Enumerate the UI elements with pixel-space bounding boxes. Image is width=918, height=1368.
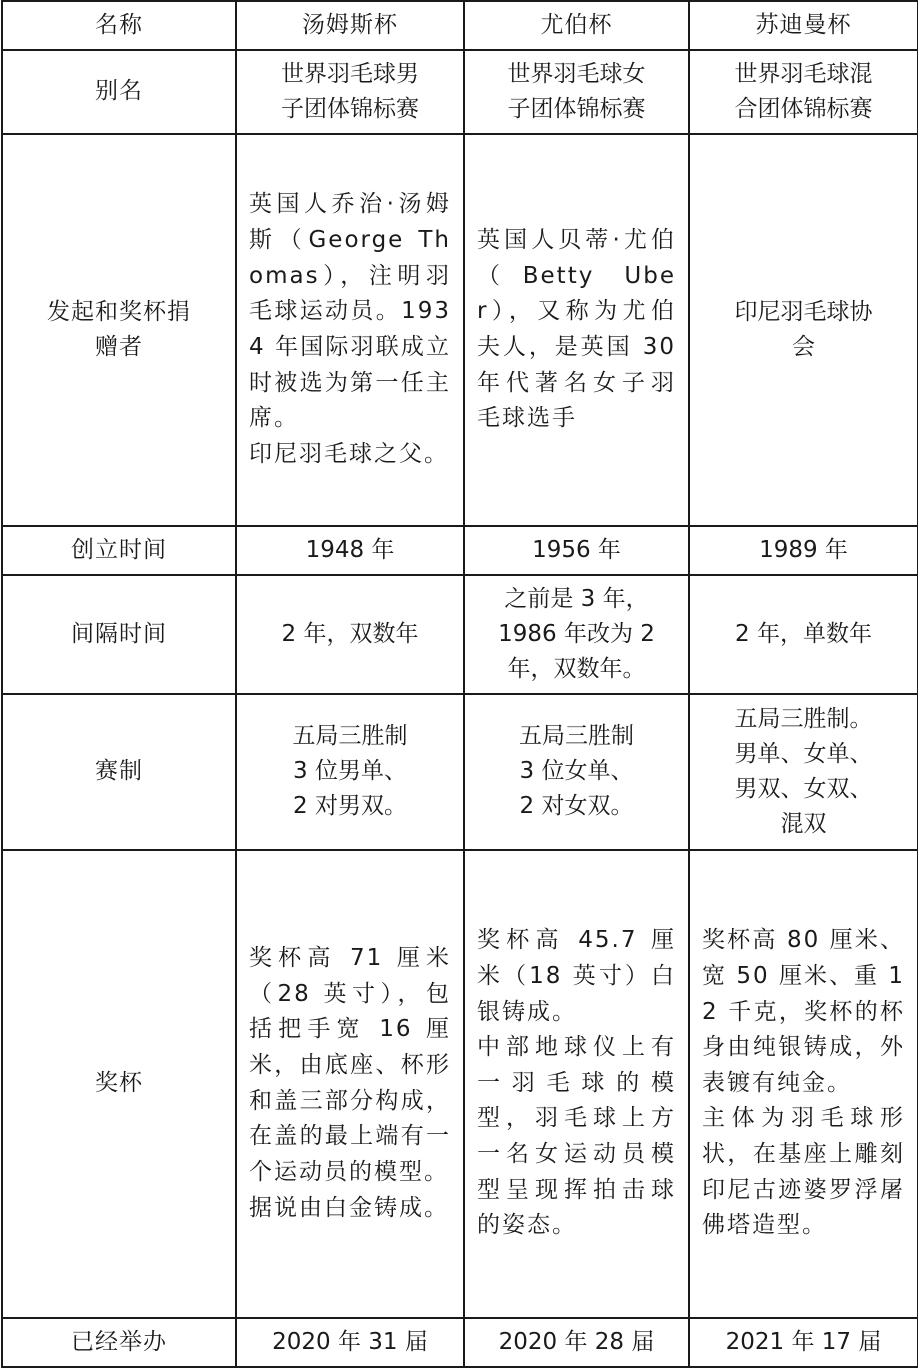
- cell-alias-uber: 世界羽毛球女 子团体锦标赛: [464, 50, 689, 134]
- row-label-founded: 创立时间: [2, 526, 236, 575]
- cell-founded-sudirman: 1989 年: [689, 526, 918, 575]
- cell-format-thomas: 五局三胜制 3 位男单、 2 对男双。: [236, 694, 464, 850]
- cell-interval-sudirman: 2 年，单数年: [689, 575, 918, 694]
- cell-founder-sudirman: 印尼羽毛球协 会: [689, 134, 918, 526]
- table-row-format: [2, 694, 918, 850]
- header-sudirman-cup: 苏迪曼杯: [689, 1, 918, 50]
- cell-format-uber: 五局三胜制 3 位女单、 2 对女双。: [464, 694, 689, 850]
- cell-alias-sudirman: 世界羽毛球混 合团体锦标赛: [689, 50, 918, 134]
- cell-interval-uber: 之前是 3 年， 1986 年改为 2 年，双数年。: [464, 575, 689, 694]
- row-label-founder: 发起和奖杯捐 赠者: [2, 134, 236, 526]
- cell-interval-thomas: 2 年，双数年: [236, 575, 464, 694]
- header-row: [2, 1, 918, 50]
- cell-trophy-uber: 奖杯高 45.7 厘米（18 英寸）白银铸成。 中部地球仪上有一羽毛球的模型，羽毛球上方一名女运动员模型呈现挥拍击球的姿态。: [464, 850, 689, 1318]
- cup-comparison-table: [1, 0, 918, 1368]
- header-uber-cup: 尤伯杯: [464, 1, 689, 50]
- cell-held-sudirman: 2021 年 17 届: [689, 1318, 918, 1367]
- table-row-trophy: [2, 850, 918, 1318]
- cell-trophy-thomas: 奖杯高 71 厘米（28 英寸），包括把手宽 16 厘米，由底座、杯形和盖三部分构成，在盖的最上端有一个运动员的模型。 据说由白金铸成。: [236, 850, 464, 1318]
- table-row-founder: [2, 134, 918, 526]
- cell-held-thomas: 2020 年 31 届: [236, 1318, 464, 1367]
- table-row-alias: [2, 50, 918, 134]
- cell-founder-uber: 英国人贝蒂·尤伯（Betty Uber），又称为尤伯夫人，是英国 30 年代著名女子羽毛球选手: [464, 134, 689, 526]
- table-row-interval: [2, 575, 918, 694]
- cell-alias-thomas: 世界羽毛球男 子团体锦标赛: [236, 50, 464, 134]
- header-thomas-cup: 汤姆斯杯: [236, 1, 464, 50]
- cell-format-sudirman: 五局三胜制。 男单、女单、 男双、女双、 混双: [689, 694, 918, 850]
- row-label-held: 已经举办: [2, 1318, 236, 1367]
- cell-held-uber: 2020 年 28 届: [464, 1318, 689, 1367]
- cell-founded-thomas: 1948 年: [236, 526, 464, 575]
- row-label-format: 赛制: [2, 694, 236, 850]
- header-name: 名称: [2, 1, 236, 50]
- table-row-founded: [2, 526, 918, 575]
- cell-founded-uber: 1956 年: [464, 526, 689, 575]
- row-label-trophy: 奖杯: [2, 850, 236, 1318]
- row-label-interval: 间隔时间: [2, 575, 236, 694]
- table-row-held: [2, 1318, 918, 1367]
- cell-trophy-sudirman: 奖杯高 80 厘米、宽 50 厘米、重 12 千克，奖杯的杯身由纯银铸成，外表镀有纯金。 主体为羽毛球形状，在基座上雕刻印尼古迹婆罗浮屠佛塔造型。: [689, 850, 918, 1318]
- row-label-alias: 别名: [2, 50, 236, 134]
- cell-founder-thomas: 英国人乔治·汤姆斯（George Thomas），注明羽毛球运动员。1934 年国际羽联成立时被选为第一任主席。 印尼羽毛球之父。: [236, 134, 464, 526]
